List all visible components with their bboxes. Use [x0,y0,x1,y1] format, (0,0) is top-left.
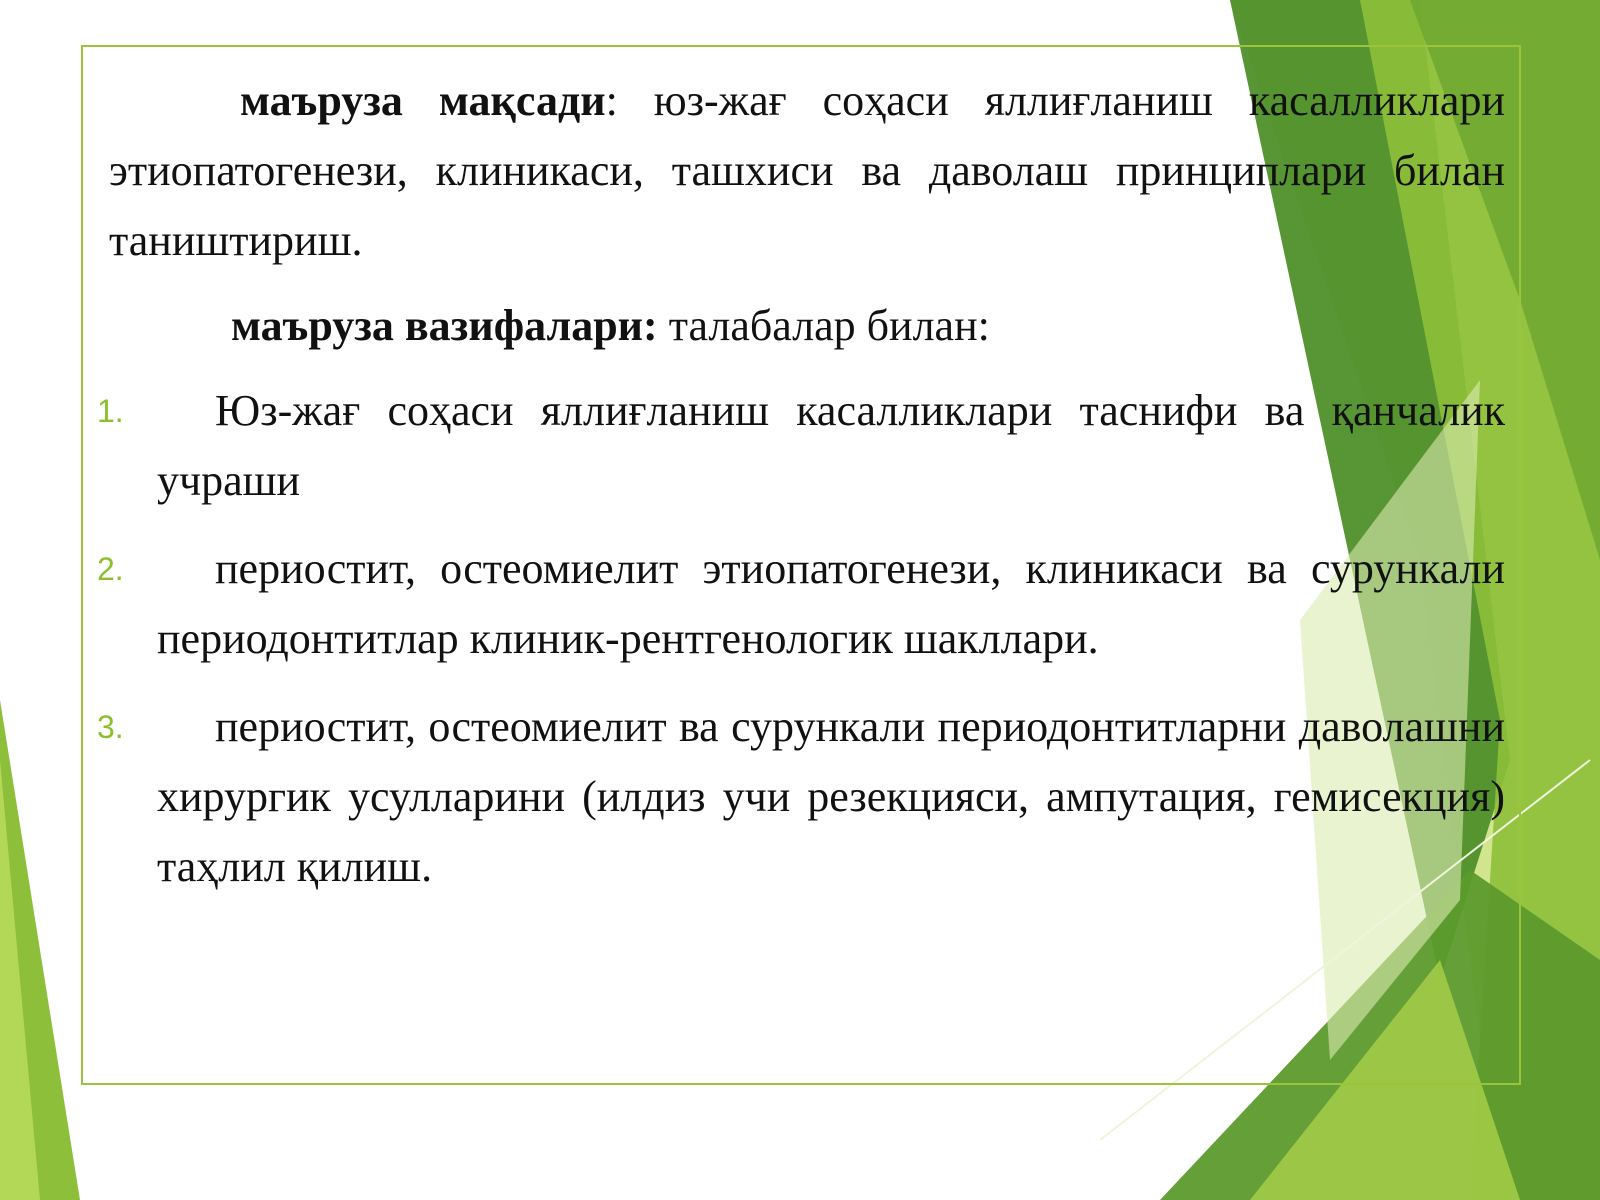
list-item-number: 2. [97,551,124,587]
list-item-text: периостит, остеомиелит ва сурункали периодонтитларни даволашни хирургик усулларини (илдиз учи резекцияси, ампутация, гемисекция) таҳлил қилиш. [157,702,1505,891]
list-item [97,692,1505,902]
list-item [97,534,1505,674]
list-item-number: 1. [97,393,124,429]
slide-text-block [97,66,1506,920]
lecture-tasks-label: маъруза вазифалари: [231,301,658,350]
list-item [97,376,1505,516]
tasks-list [97,376,1505,902]
lecture-goal-text: : юз-жағ соҳаси яллиғланиш касалликлари этиопатогенези, клиникаси, ташхиси ва даволаш принциплари билан таништириш. [109,76,1506,265]
list-item-number: 3. [97,709,124,745]
lecture-tasks-text: талабалар билан: [657,301,990,350]
lecture-tasks-paragraph [109,291,1505,361]
lecture-goal-paragraph [109,66,1505,276]
list-item-text: Юз-жағ соҳаси яллиғланиш касалликлари таснифи ва қанчалик учраши [157,386,1505,505]
list-item-text: периостит, остеомиелит этиопатогенези, клиникаси ва сурункали периодонтитлар клиник-рентгенологик шакллари. [157,544,1505,663]
lecture-goal-label: маъруза мақсади [240,76,606,125]
